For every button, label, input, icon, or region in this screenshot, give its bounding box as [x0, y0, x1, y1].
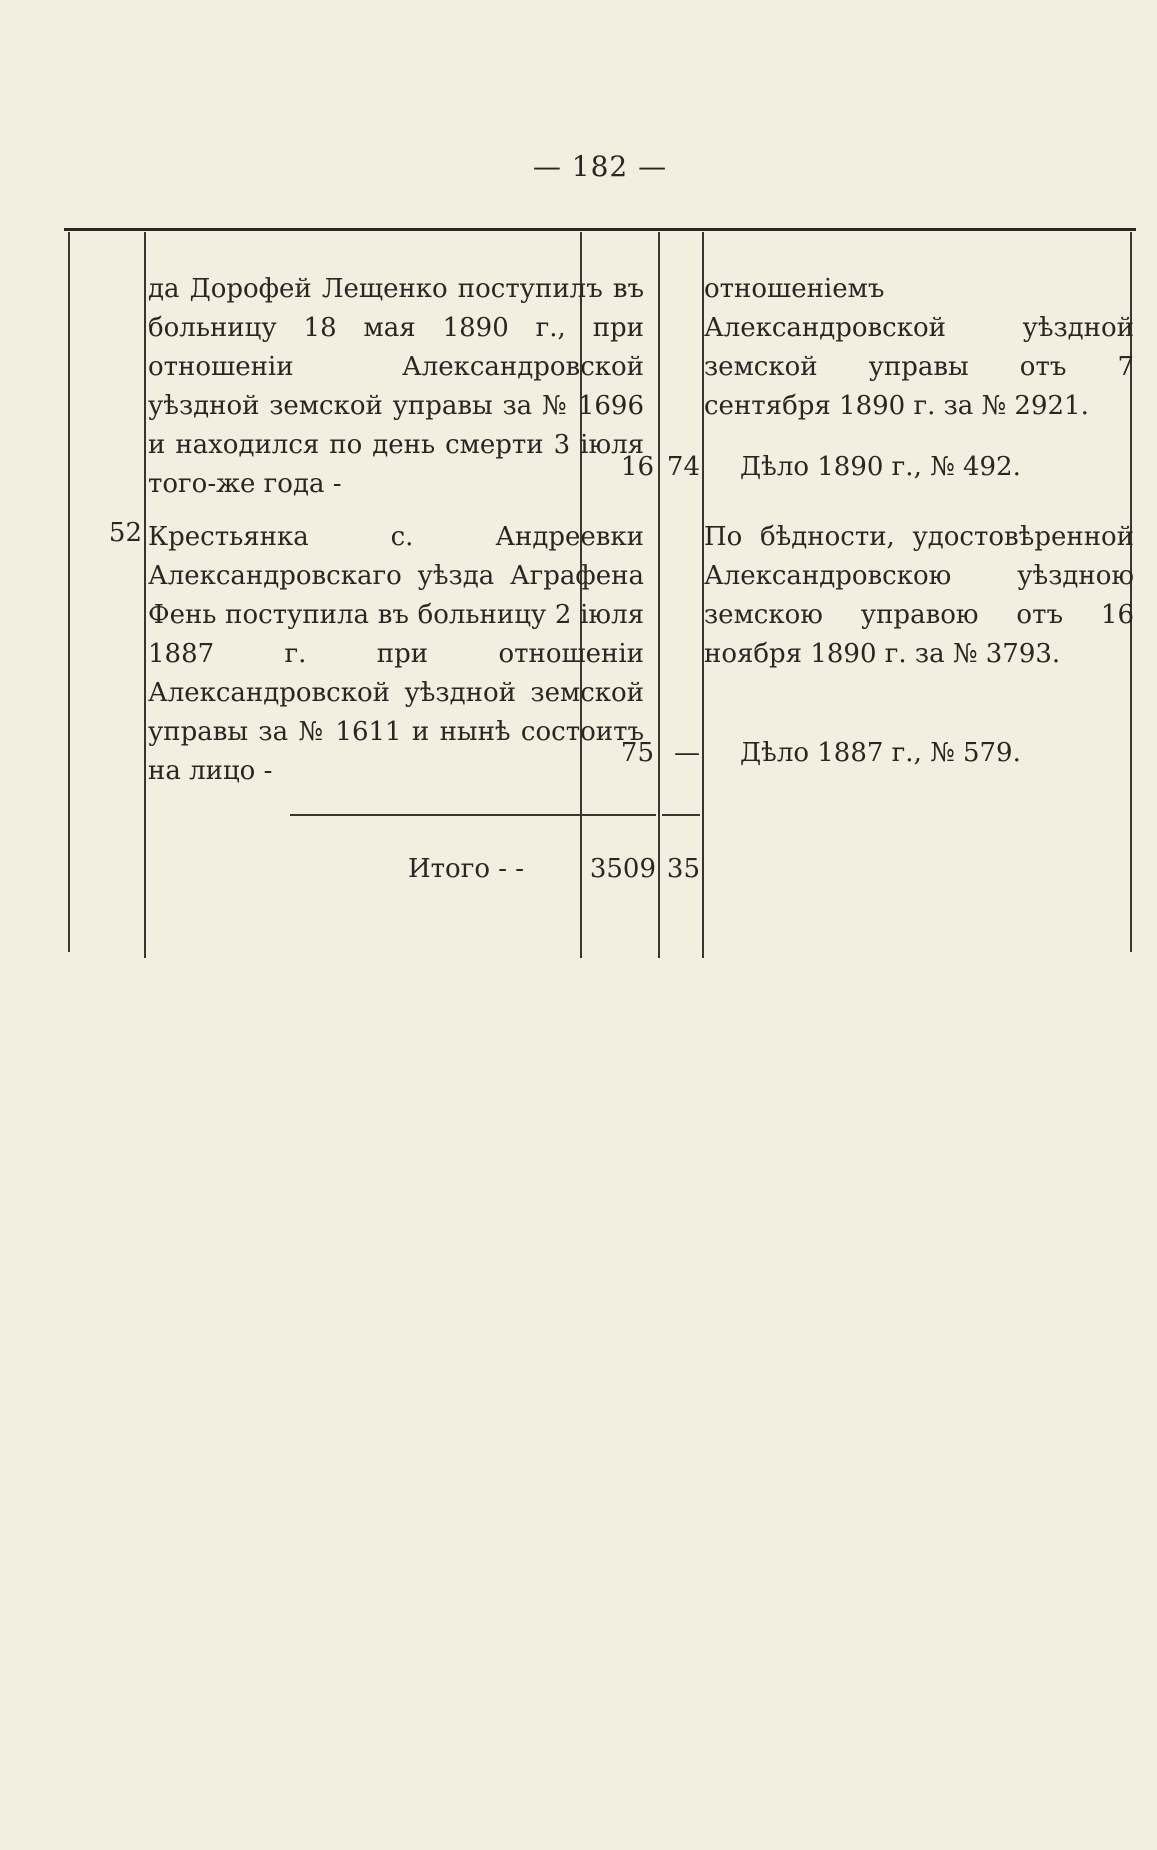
row-1-reference: Дѣло 1890 г., № 492. — [740, 452, 1021, 482]
row-2-reference: Дѣло 1887 г., № 579. — [740, 738, 1021, 768]
row-2-description: Крестьянка с. Андреевки Александровскаго уѣзда Аграфена Фень поступила въ больницу 2 іюля 1887 г. при отношеніи Александровской уѣздной земской управы за № 1611 и нынѣ состоитъ на лицо - — [148, 522, 644, 786]
row-2-kop: — — [674, 738, 700, 768]
page-number: — 182 — — [532, 150, 668, 183]
row-2-note: По бѣдности, удостовѣренной Александровскою уѣздною земскою управою отъ 16 ноября 1890 г. за № 3793. — [704, 522, 1134, 669]
top-rule — [64, 228, 1136, 231]
row-2-number: 52 — [108, 518, 142, 548]
row-1-description: да Дорофей Лещенко поступилъ въ больницу 18 мая 1890 г., при отношеніи Александровской уѣздной земской управы за № 1696 и находился по день смерти 3 іюля того-же года - — [148, 274, 644, 499]
row-2-rub: 75 — [620, 738, 654, 768]
total-kop: 35 — [666, 854, 700, 884]
total-rub: 3509 — [589, 854, 656, 884]
column-line-left — [68, 232, 70, 952]
row-1-note: отношеніемъ Александровской уѣздной земской управы отъ 7 сентября 1890 г. за № 2921. — [704, 274, 1134, 421]
column-line-number — [144, 232, 146, 958]
total-rule-kop — [662, 814, 700, 816]
column-line-kop — [658, 232, 660, 958]
total-rule-rub — [584, 814, 656, 816]
row-1-rub: 16 — [620, 452, 654, 482]
total-label: Итого - - — [408, 854, 525, 884]
ledger-table — [64, 228, 1136, 958]
row-1-kop: 74 — [666, 452, 700, 482]
